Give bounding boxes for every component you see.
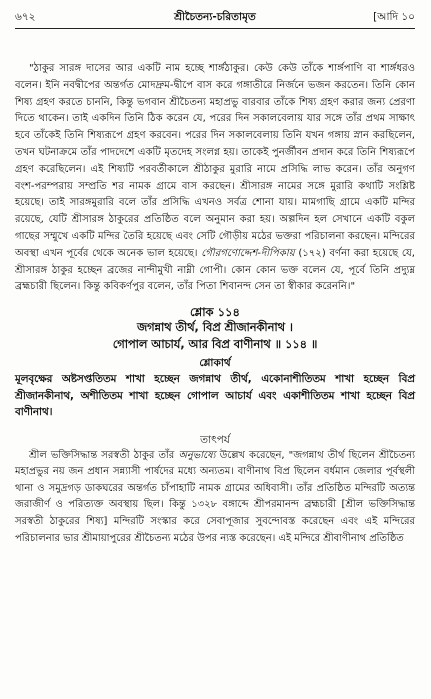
scripture-reference: গৌরগণোদ্দেশ-দীপিকায়: [201, 247, 295, 259]
translation-text: মূলবৃক্ষের অষ্টসপ্ততিতম শাখা হচ্ছেন জগন্নাথ তীর্থ, একোনাশীতিতম শাখা হচ্ছেন বিপ্র শ্রীজানকীনাথ, অশীতিতম শাখা হচ্ছেন গোপাল আচার্য এবং একাশীতিতম শাখা হচ্ছেন বিপ্র বাণীনাথ।: [15, 373, 415, 419]
purport-text-a: শ্রীল ভক্তিসিদ্ধান্ত সরস্বতী ঠাকুর তাঁর: [29, 449, 179, 461]
paragraph-text: "ঠাকুর সারঙ্গ দাসের আর একটি নাম হচ্ছে শার্ঙ্গঠাকুর। কেউ কেউ তাঁকে শার্ঙ্গপাণি বা শার্ঙ্গধরও বলেন। ইনি নবদ্বীপের অন্তর্গত মোদদ্রুম-দ্বীপে বাস করে গঙ্গাতীরে নির্জনে ভজন করতেন। তিনি কোন শিষ্য গ্রহণ করতে চাননি, কিন্তু ভগবান শ্রীচৈতন্য মহাপ্রভু বারবার তাঁকে শিষ্য গ্রহণ করার জন্য প্রেরণা দিতে থাকেন। তাই একদিন তিনি ঠিক করেন যে, পরের দিন সকালবেলায় যার সঙ্গে তাঁর প্রথম সাক্ষাৎ হবে তাঁকেই তিনি শিষ্যরূপে গ্রহণ করবেন। পরের দিন সকালবেলায় তিনি যখন গঙ্গায় স্নান করছিলেন, তখন ঘটনাক্রমে তাঁর পাদদেশে একটি মৃতদেহ সংলগ্ন হয়। তাকেই পুনর্জীবন প্রদান করে তিনি শিষ্যরূপে গ্রহণ করেছিলেন। এই শিষ্যটি পরবর্তীকালে শ্রীঠাকুর মুরারি নামে প্রসিদ্ধি লাভ করেন। তাঁর অনুগণ বংশ-পরম্পরায় সম্প্রতি শর নামক গ্রামে বাস করছেন। শ্রীসারঙ্গ নামের সঙ্গে মুরারি কথাটি সংশ্লিষ্ট হয়েছে। তাই সারঙ্গমুরারি বলে তাঁর প্রসিদ্ধি এখনও সর্বত্র শোনা যায়। মামগাছি গ্রামে একটি মন্দির রয়েছে, যেটি শ্রীসারঙ্গ ঠাকুরের প্রতিষ্ঠিত বলে অনুমান করা হয়। অল্পদিন হল সেখানে একটি বকুল গাছের সম্মুখে একটি মন্দির তৈরি হয়েছে এবং সেটি গৌড়ীয় মঠের ভক্তরা পরিচালনা করছেন। মন্দিরের অবস্থা এখন পূর্বের থেকে অনেক ভাল হয়েছে।: [15, 63, 415, 259]
purport-reference: অনুভাষ্যে: [178, 449, 216, 461]
paragraph-text-tail: (১৭২) বর্ণনা করা হয়েছে যে, শ্রীসারঙ্গ ঠাকুর হচ্ছেন ব্রজের নান্দীমুখী নাম্নী গোপী। কোন কোন ভক্ত বলেন যে, পূর্বে তিনি প্রদ্যুম্ন ব্রহ্মচারী ছিলেন। কিন্তু কবিকর্ণপুর বলেন, তাঁর পিতা শিবানন্দ সেন তা স্বীকার করেননি।": [15, 247, 415, 293]
chapter-label: [আদি ১০: [373, 11, 415, 23]
purport-continuation-paragraph: [15, 61, 415, 296]
book-title: শ্রীচৈতন্য-চরিতামৃত: [174, 11, 256, 23]
page-number: ৬৭২: [15, 11, 36, 23]
header-rule: [15, 28, 415, 29]
verse-line-1: জগন্নাথ তীর্থ, বিপ্র শ্রীজানকীনাথ ।: [137, 321, 293, 335]
purport-paragraph: [15, 448, 415, 548]
verse-heading: শ্লোক ১১৪: [190, 305, 240, 320]
page-header: [15, 8, 415, 26]
purport-heading: তাৎপর্য: [200, 433, 230, 446]
translation-heading: শ্লোকার্থ: [199, 357, 231, 370]
purport-text-b: উল্লেখ করেছেন, "জগন্নাথ তীর্থ ছিলেন শ্রীচৈতন্য মহাপ্রভুর নয় জন প্রধান সন্ন্যাসী পার্ষদের মধ্যে অন্যতম। বাণীনাথ বিপ্র ছিলেন বর্ধমান জেলার পূর্বস্থলী থানা ও সমুদ্রগড় ডাকঘরের অন্তর্গত চাঁপাহাটি নামক গ্রামের অধিবাসী। তাঁর প্রতিষ্ঠিত মন্দিরটি অত্যন্ত জরাজীর্ণ ও পরিত্যক্ত অবস্থায় ছিল। কিন্তু ১৩২৮ বঙ্গাব্দে শ্রীপরমানন্দ ব্রহ্মচারী [শ্রীল ভক্তিসিদ্ধান্ত সরস্বতী ঠাকুরের শিষ্য] মন্দিরটি সংস্কার করে সেবাপূজার সুবন্দোবস্ত করেছেন এবং এই মন্দিরের পরিচালনার ভার শ্রীমায়াপুরের শ্রীচৈতন্য মঠের উপর ন্যস্ত করেছেন। এই মন্দিরে শ্রীবাণীনাথ প্রতিষ্ঠিত: [15, 449, 415, 544]
verse-line-2: গোপাল আচার্য, আর বিপ্র বাণীনাথ ॥ ১১৪ ॥: [112, 337, 318, 351]
